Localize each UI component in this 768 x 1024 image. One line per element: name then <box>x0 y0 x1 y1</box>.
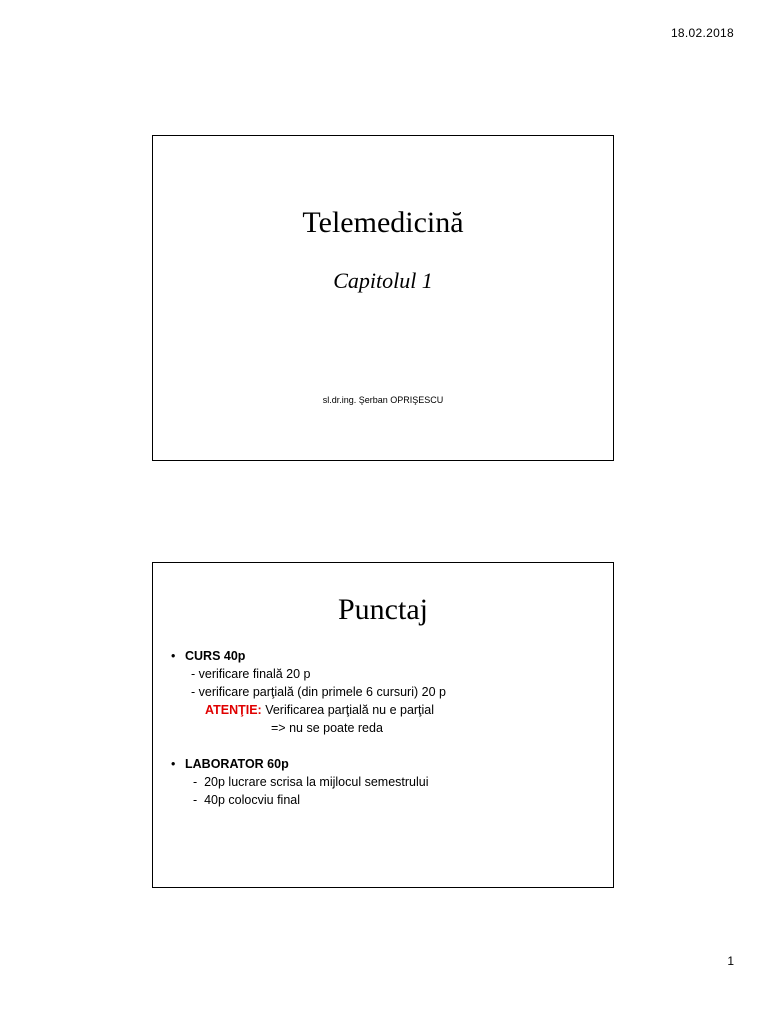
slide-punctaj <box>152 562 614 888</box>
bullet-list <box>171 647 601 809</box>
laborator-item: - 20p lucrare scrisa la mijlocul semestrului <box>193 775 429 789</box>
slide-title <box>152 135 614 461</box>
curs-warning <box>171 701 601 719</box>
curs-heading: CURS 40p <box>185 649 246 663</box>
warning-text: Verificarea parţială nu e parţial <box>261 703 435 717</box>
header-date: 18.02.2018 <box>670 26 734 40</box>
slide1-subtitle: Capitolul 1 <box>333 268 433 293</box>
slide2-title: Punctaj <box>338 593 428 626</box>
laborator-heading: LABORATOR 60p <box>185 757 289 771</box>
bullet-icon: • <box>171 649 176 663</box>
laborator-item: - 40p colocviu final <box>193 793 301 807</box>
warning-label: ATENŢIE: <box>205 703 262 717</box>
curs-heading-row <box>171 647 601 665</box>
curs-item: - verificare finală 20 p <box>191 667 311 681</box>
slide1-author: sl.dr.ing. Şerban OPRIŞESCU <box>322 395 444 405</box>
bullet-icon: • <box>171 757 176 771</box>
laborator-heading-row <box>171 755 601 773</box>
curs-item: - verificare parţială (din primele 6 cursuri) 20 p <box>191 685 446 699</box>
page-number: 1 <box>727 954 734 968</box>
curs-warning-continuation: => nu se poate reda <box>271 721 383 735</box>
slide1-title: Telemedicină <box>302 206 464 239</box>
